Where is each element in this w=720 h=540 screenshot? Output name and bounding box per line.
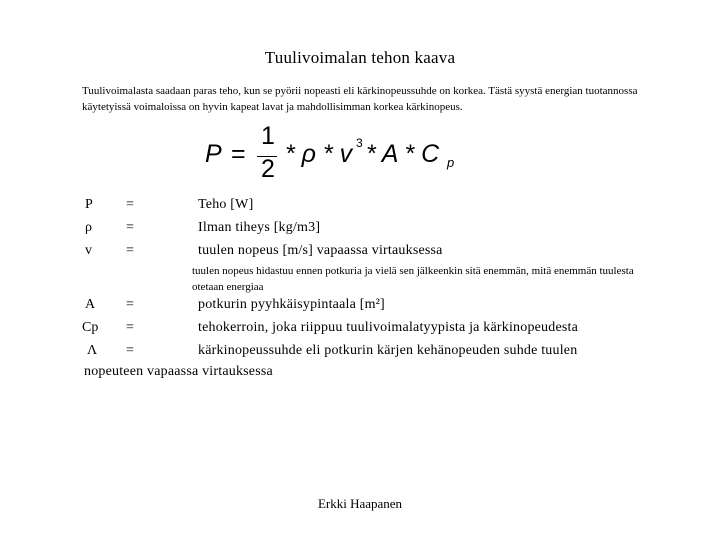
def-equals-lambda: = — [126, 343, 134, 358]
wind-speed-note: tuulen nopeus hidastuu ennen potkuria ja vielä sen jälkeenkin sitä enemmän, mitä enemmän tuulesta otetaan energiaa — [192, 265, 634, 293]
formula-numerator: 1 — [261, 122, 275, 150]
formula-rest: * ρ * v — [285, 140, 353, 168]
formula-tail: * A * C — [366, 140, 440, 168]
def-symbol-p: P — [85, 197, 93, 212]
page-title: Tuulivoimalan tehon kaava — [264, 48, 456, 67]
def-symbol-cp: Cp — [82, 320, 99, 335]
intro-paragraph: Tuulivoimalasta saadaan paras teho, kun se pyörii nopeasti eli kärkinopeussuhde on korkea. Tästä syystä energian tuotannossa käytetyissä voimaloissa on hyvin kapeat lavat ja mahdollisimman korkea kärkinopeus. — [82, 85, 638, 113]
formula-denominator: 2 — [261, 155, 275, 183]
def-text-cp: tehokerroin, joka riippuu tuulivoimalatyypista ja kärkinopeudesta — [198, 320, 579, 335]
def-equals-v: = — [126, 243, 134, 258]
def-symbol-lambda: Λ — [87, 343, 98, 358]
def-equals-a: = — [126, 297, 134, 312]
formula-equals: = — [231, 140, 246, 168]
def-equals-p: = — [126, 197, 134, 212]
power-formula — [205, 122, 475, 184]
author-name: Erkki Haapanen — [317, 496, 403, 511]
def-equals-rho: = — [126, 220, 134, 235]
def-symbol-v: v — [85, 243, 92, 258]
def-symbol-a: A — [85, 297, 96, 312]
def-symbol-rho: ρ — [85, 220, 92, 235]
def-text-lambda: kärkinopeussuhde eli potkurin kärjen kehänopeuden suhde tuulen — [198, 343, 578, 358]
def-text-a: potkurin pyyhkäisypintaala [m²] — [198, 297, 385, 312]
def-text-rho: Ilman tiheys [kg/m3] — [198, 220, 321, 235]
formula-exponent: 3 — [356, 136, 363, 150]
def-text-lambda-continuation: nopeuteen vapaassa virtauksessa — [84, 364, 273, 379]
def-text-p: Teho [W] — [198, 197, 254, 212]
formula-lhs: P — [205, 140, 222, 168]
def-equals-cp: = — [126, 320, 134, 335]
formula-subscript: p — [447, 155, 455, 170]
def-text-v: tuulen nopeus [m/s] vapaassa virtauksessa — [198, 243, 443, 258]
